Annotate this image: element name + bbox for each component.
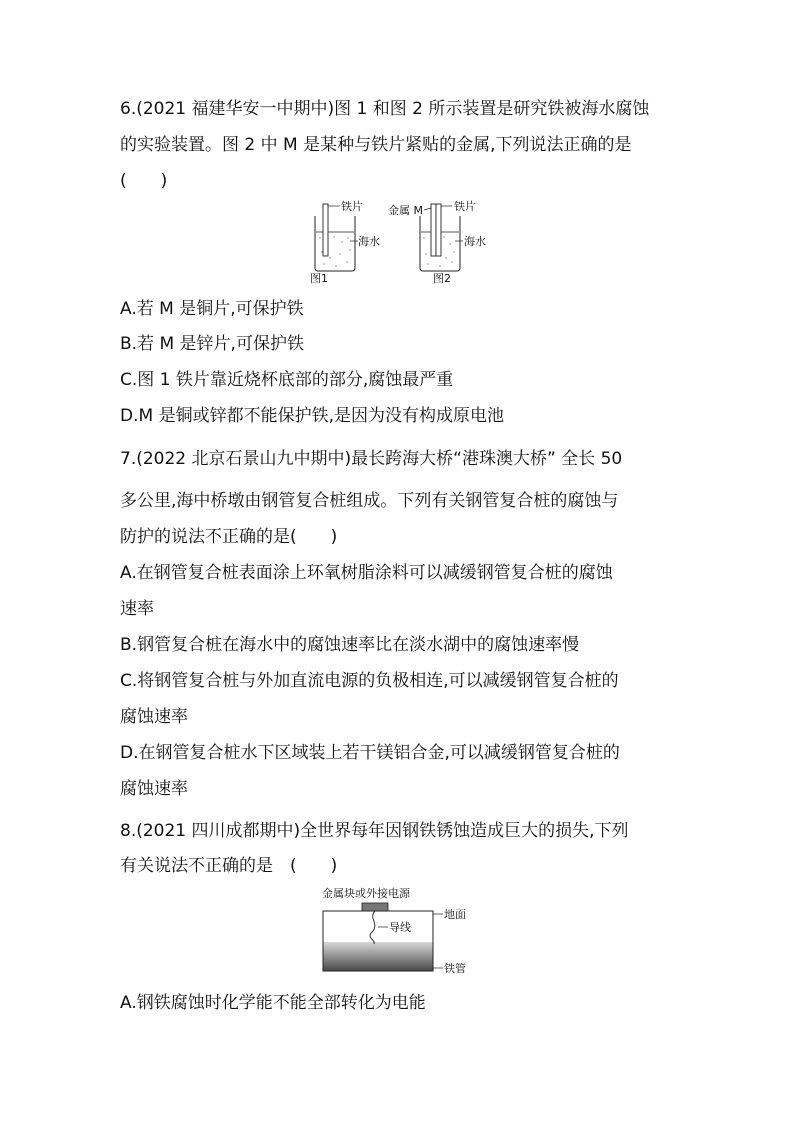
q8-figure xyxy=(318,884,488,980)
fig2-seawater-label: 海水 xyxy=(464,235,486,248)
fig2-iron-label: 铁片 xyxy=(454,200,476,213)
q6-answer-blank: ( ) xyxy=(120,171,168,191)
pipe-label: 铁管 xyxy=(444,962,466,975)
source-label: 金属块或外接电源 xyxy=(322,887,410,900)
q8-option-a: A.钢铁腐蚀时化学能不能全部转化为电能 xyxy=(120,993,426,1013)
fig2-metal-label: 金属 M xyxy=(388,204,423,217)
q7-stem-line2: 多公里,海中桥墩由钢管复合桩组成。下列有关钢管复合桩的腐蚀与 xyxy=(120,491,619,511)
q7-option-a-line1: A.在钢管复合桩表面涂上环氧树脂涂料可以减缓钢管复合桩的腐蚀 xyxy=(120,563,613,583)
q7-stem-line1: 7.(2022 北京石景山九中期中)最长跨海大桥“港珠澳大桥” 全长 50 xyxy=(120,449,623,469)
q6-option-c: C.图 1 铁片靠近烧杯底部的部分,腐蚀最严重 xyxy=(120,370,454,390)
q6-stem-line1: 6.(2021 福建华安一中期中)图 1 和图 2 所示装置是研究铁被海水腐蚀 xyxy=(120,99,650,119)
q6-stem-line2: 的实验装置。图 2 中 M 是某种与铁片紧贴的金属,下列说法正确的是 xyxy=(120,135,632,155)
q6-option-a: A.若 M 是铜片,可保护铁 xyxy=(120,299,304,319)
fig2-caption: 图2 xyxy=(433,272,451,284)
metal-block xyxy=(362,903,388,911)
q6-option-b: B.若 M 是锌片,可保护铁 xyxy=(120,334,304,354)
q7-option-c-line1: C.将钢管复合桩与外加直流电源的负极相连,可以减缓钢管复合桩的 xyxy=(120,671,619,691)
q6-option-d: D.M 是铜或锌都不能保护铁,是因为没有构成原电池 xyxy=(120,406,504,426)
wire-label: 导线 xyxy=(389,921,411,934)
beaker-diagrams xyxy=(300,196,500,284)
q7-option-b: B.钢管复合桩在海水中的腐蚀速率比在淡水湖中的腐蚀速率慢 xyxy=(120,635,580,655)
fig1-iron-label: 铁片 xyxy=(341,200,363,213)
q6-figure xyxy=(300,196,500,284)
q8-stem-line2: 有关说法不正确的是 ( ) xyxy=(120,856,338,876)
q7-stem-line3: 防护的说法不正确的是( ) xyxy=(120,527,338,547)
fig1-caption: 图1 xyxy=(310,272,328,284)
q7-option-d-line2: 腐蚀速率 xyxy=(120,779,188,799)
iron-pipe xyxy=(324,942,433,971)
beaker-2 xyxy=(420,204,463,271)
pipe-diagram xyxy=(318,884,488,980)
q8-stem-line1: 8.(2021 四川成都期中)全世界每年因钢铁锈蚀造成巨大的损失,下列 xyxy=(120,821,629,841)
ground-label: 地面 xyxy=(444,908,466,921)
q7-option-d-line1: D.在钢管复合桩水下区域装上若干镁铝合金,可以减缓钢管复合桩的 xyxy=(120,743,620,763)
q7-option-a-line2: 速率 xyxy=(120,599,154,619)
fig1-seawater-label: 海水 xyxy=(358,235,380,248)
beaker-1 xyxy=(315,204,358,271)
q7-option-c-line2: 腐蚀速率 xyxy=(120,707,188,727)
